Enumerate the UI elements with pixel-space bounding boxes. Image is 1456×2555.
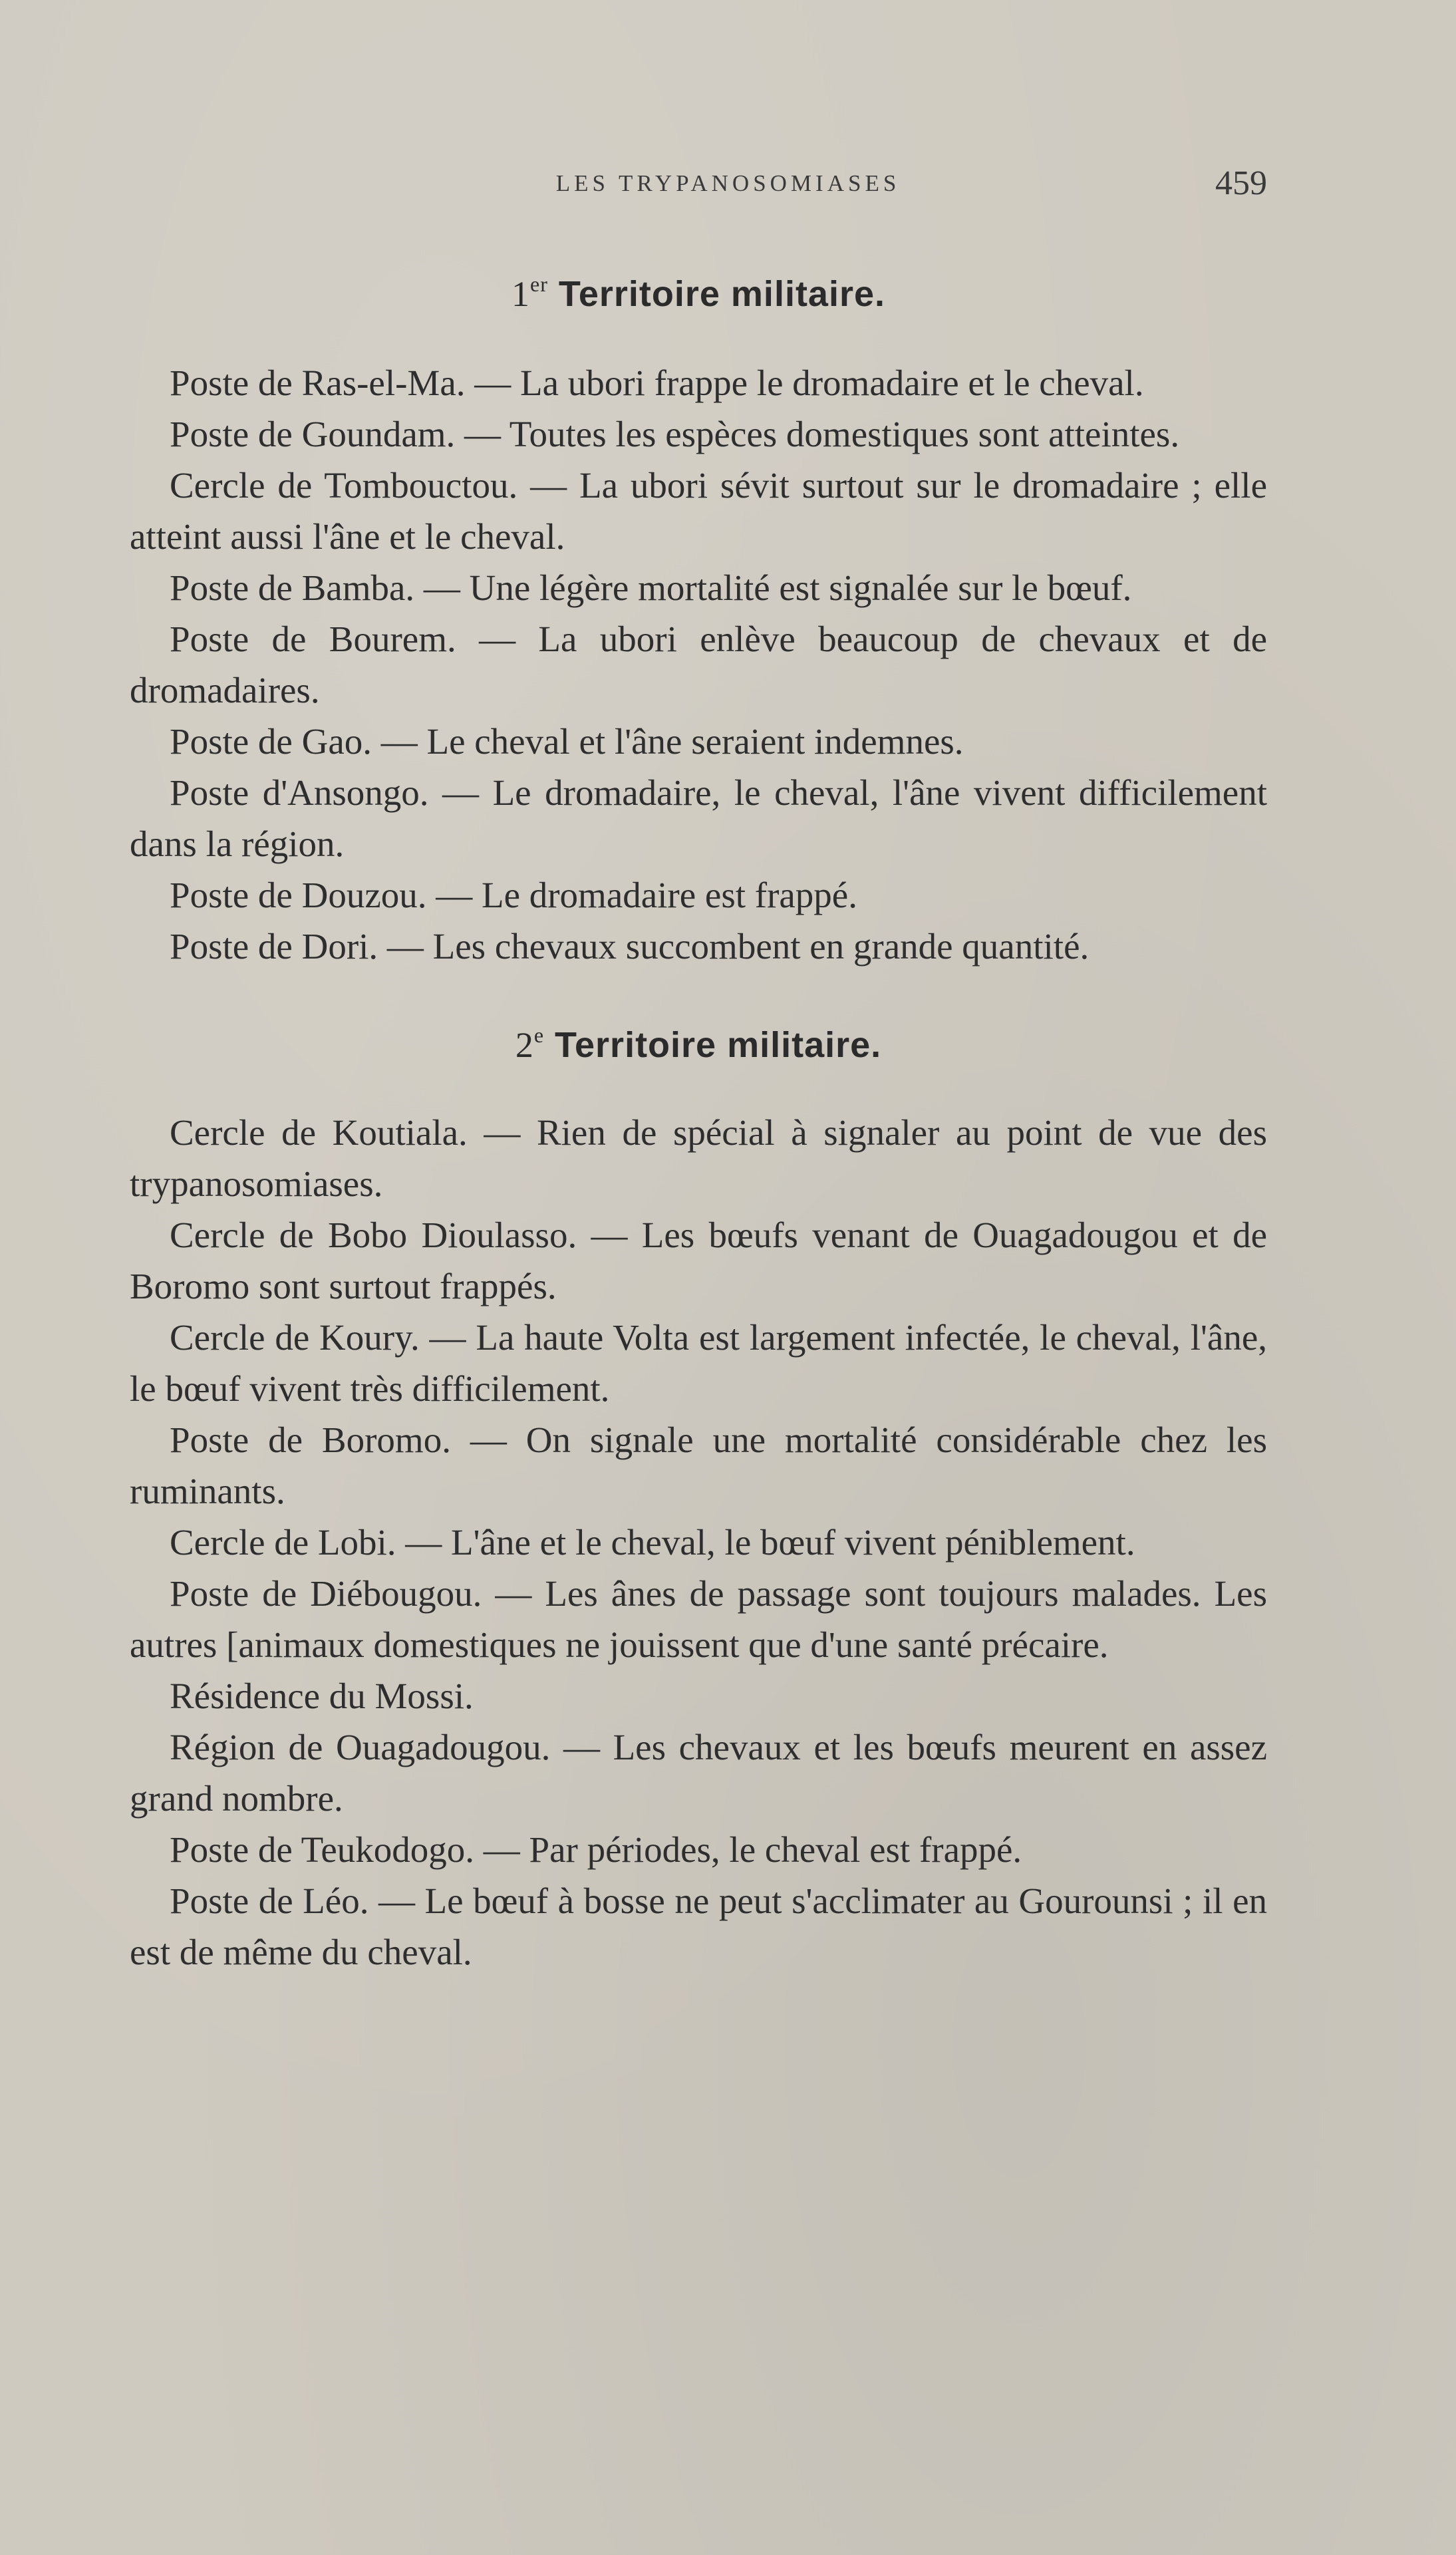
- entry-paragraph: Cercle de Lobi. — L'âne et le cheval, le bœuf vivent péniblement.: [170, 1522, 1135, 1563]
- entry-paragraph: Poste de Teukodogo. — Par périodes, le cheval est frappé.: [170, 1829, 1022, 1870]
- entry-paragraph: Résidence du Mossi.: [170, 1676, 474, 1716]
- page-number: 459: [1215, 164, 1267, 202]
- section-number: 2: [515, 1025, 534, 1065]
- running-title: LES TRYPANOSOMIASES: [555, 170, 901, 196]
- entry-list-1: [130, 357, 1267, 972]
- section-number-suffix: er: [529, 272, 548, 296]
- entry-paragraph: Poste d'Ansongo. — Le dromadaire, le cheval, l'âne vivent difficilement dans la région.: [130, 772, 1267, 864]
- section-number: 1: [511, 274, 530, 314]
- entry-paragraph: Poste de Ras-el-Ma. — La ubori frappe le dromadaire et le cheval.: [170, 363, 1144, 403]
- entry-paragraph: Poste de Boromo. — On signale une mortalité considérable chez les ruminants.: [130, 1420, 1267, 1511]
- entry-list-2: [130, 1107, 1267, 1978]
- section-heading-2: [130, 1017, 1267, 1074]
- text-block: [130, 266, 1267, 1978]
- entry-paragraph: Poste de Léo. — Le bœuf à bosse ne peut s'acclimater au Gourounsi ; il en est de même du cheval.: [130, 1880, 1267, 1972]
- entry-paragraph: Cercle de Tombouctou. — La ubori sévit surtout sur le dromadaire ; elle atteint aussi l'âne et le cheval.: [130, 465, 1267, 557]
- entry-paragraph: Poste de Goundam. — Toutes les espèces domestiques sont atteintes.: [170, 414, 1180, 454]
- entry-paragraph: Poste de Dori. — Les chevaux succombent en grande quantité.: [170, 926, 1090, 967]
- section-title: Territoire militaire.: [558, 274, 886, 314]
- entry-paragraph: Cercle de Koury. — La haute Volta est largement infectée, le cheval, l'âne, le bœuf vivent très difficilement.: [130, 1317, 1267, 1409]
- entry-paragraph: Poste de Bamba. — Une légère mortalité est signalée sur le bœuf.: [170, 567, 1132, 608]
- entry-paragraph: Poste de Douzou. — Le dromadaire est frappé.: [170, 875, 857, 915]
- entry-paragraph: Cercle de Koutiala. — Rien de spécial à signaler au point de vue des trypanosomiases.: [130, 1112, 1267, 1204]
- entry-paragraph: Cercle de Bobo Dioulasso. — Les bœufs venant de Ouagadougou et de Boromo sont surtout frappés.: [130, 1215, 1267, 1306]
- entry-paragraph: Région de Ouagadougou. — Les chevaux et les bœufs meurent en assez grand nombre.: [130, 1727, 1267, 1819]
- section-number-suffix: e: [533, 1023, 545, 1047]
- entry-paragraph: Poste de Gao. — Le cheval et l'âne seraient indemnes.: [170, 721, 964, 762]
- entry-paragraph: Poste de Bourem. — La ubori enlève beaucoup de chevaux et de dromadaires.: [130, 619, 1267, 710]
- running-head: [0, 164, 1456, 204]
- section-heading-1: [130, 266, 1267, 323]
- entry-paragraph: Poste de Diébougou. — Les ânes de passage sont toujours malades. Les autres [animaux domestiques ne jouissent que d'une santé précaire.: [130, 1573, 1267, 1665]
- section-title: Territoire militaire.: [555, 1025, 882, 1065]
